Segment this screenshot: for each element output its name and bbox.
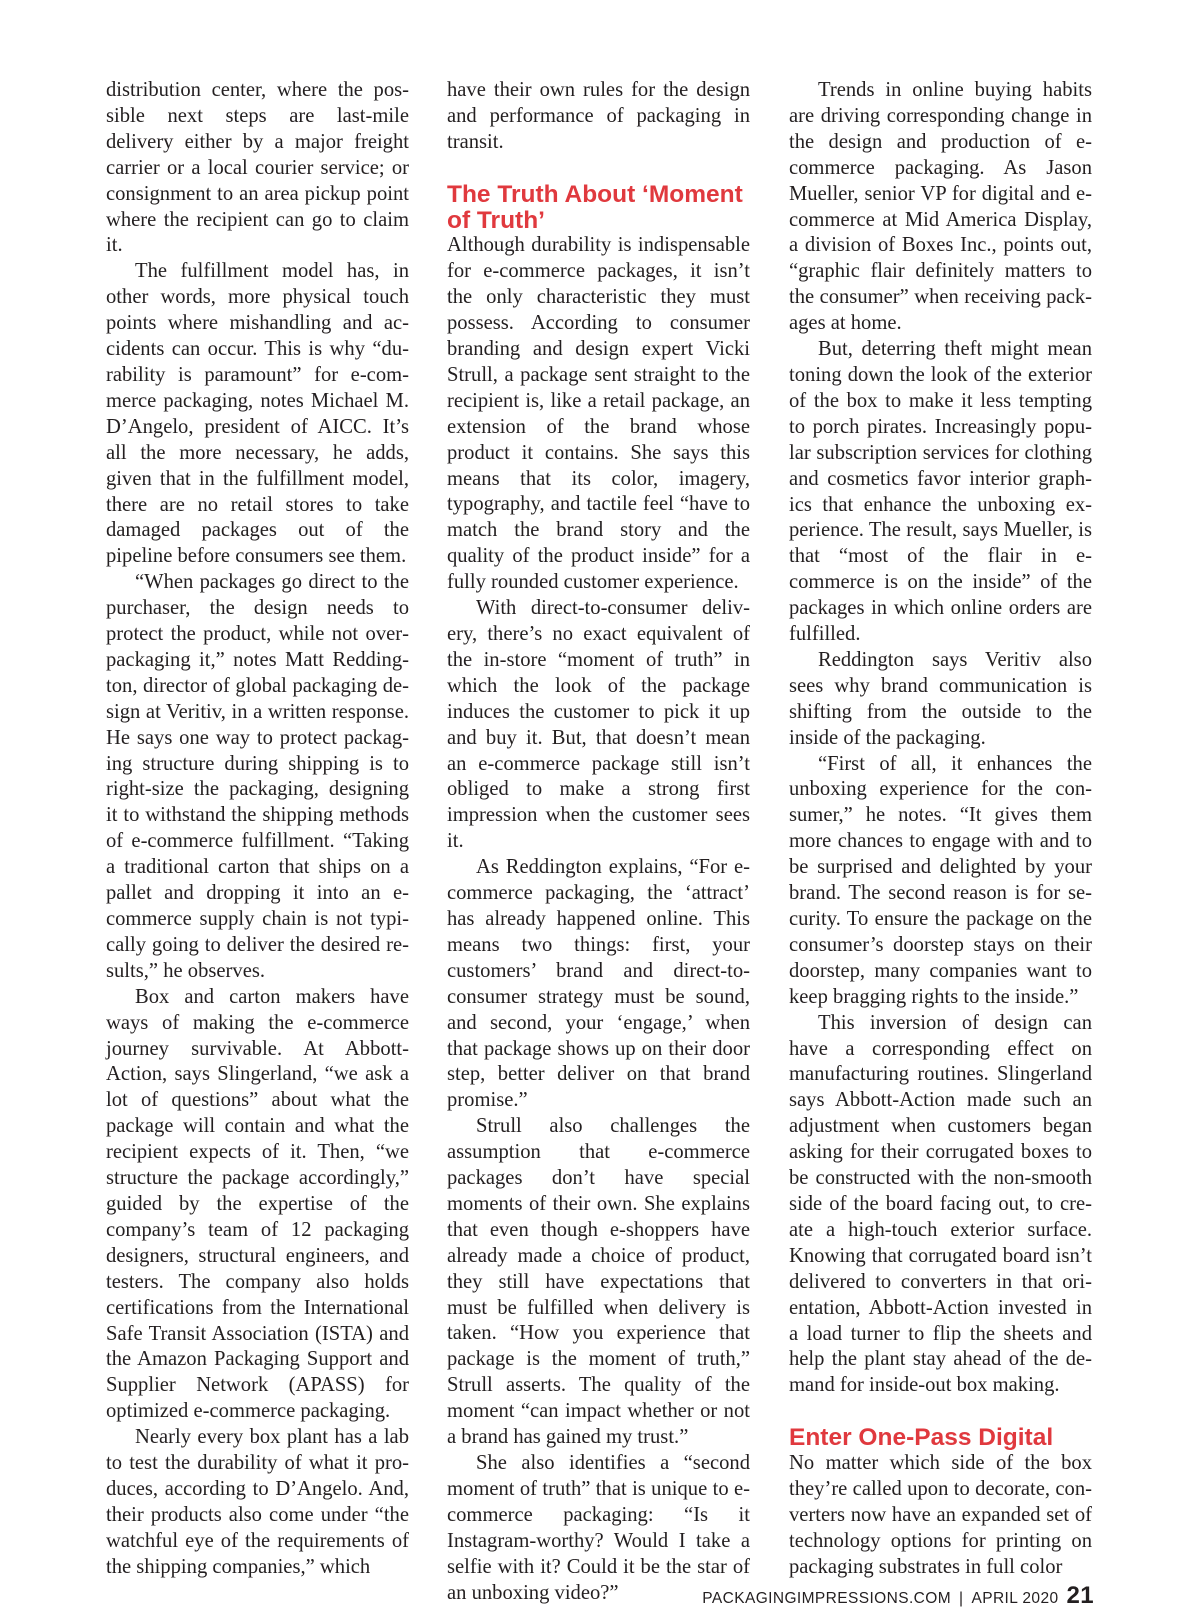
article-column-2	[447, 78, 750, 1606]
footer-separator: |	[959, 1590, 964, 1607]
page-number: 21	[1066, 1582, 1094, 1609]
paragraph: Strull also challenges the assumption that e-commerce packages don’t have special moments of their own. She explains that even though e-shoppers have already made a choice of product, they still have expectations that must be fulfilled when delivery is taken. “How you experience that package is the moment of truth,” Strull asserts. The quality of the moment “can impact whether or not a brand has gained my trust.”	[447, 1115, 750, 1449]
paragraph: No matter which side of the box they’re called upon to decorate, converters now have an expanded set of technology options for printing on packaging substrates in full color	[789, 1452, 1092, 1578]
paragraph: “First of all, it enhances the unboxing experience for the consumer,” he notes. “It gives them more chances to engage with and to be surprised and delighted by your brand. The second reason is for security. To ensure the package on the consumer’s doorstep stays on their doorstep, many companies want to keep bragging rights to the inside.”	[789, 752, 1092, 1008]
paragraph: have their own rules for the design and performance of packaging in transit.	[447, 79, 750, 153]
paragraph: distribution center, where the possible next steps are last-mile delivery either by a major freight carrier or a local courier service; or consignment to an area pickup point where the recipient can go to claim it.	[106, 79, 409, 257]
paragraph: “When packages go direct to the purchaser, the design needs to protect the product, while not overpackaging it,” notes Matt Reddington, director of global packaging design at Veritiv, in a written response. He says one way to protect packaging structure during shipping is to right-size the packaging, designing it to withstand the shipping methods of e-commerce fulfillment. “Taking a traditional carton that ships on a pallet and dropping it into an e-commerce supply chain is not typically going to deliver the desired results,” he observes.	[106, 571, 409, 982]
paragraph: Box and carton makers have ways of making the e-commerce journey survivable. At Abbott-Action, says Slingerland, “we ask a lot of questions” about what the package will contain and what the recipient expects of it. Then, “we structure the package accordingly,” guided by the expertise of the company’s team of 12 packaging designers, structural engineers, and testers. The company also holds certifications from the International Safe Transit Association (ISTA) and the Amazon Packaging Support and Supplier Network (APASS) for optimized e-commerce packaging.	[106, 985, 409, 1423]
paragraph: She also identifies a “second moment of truth” that is unique to e-commerce packaging: “Is it Instagram-worthy? Would I take a selfie with it? Could it be the star of an unboxing video?”	[447, 1452, 750, 1604]
paragraph: Trends in online buying habits are driving corresponding change in the design and production of e-commerce packaging. As Jason Mueller, senior VP for digital and e-commerce at Mid America Display, a division of Boxes Inc., points out, “graphic flair definitely matters to the consumer” when receiving packages at home.	[789, 79, 1092, 335]
paragraph: The fulfillment model has, in other words, more physical touch points where mishandling and accidents can occur. This is why “durability is paramount” for e-commerce packaging, notes Michael M. D’Angelo, president of AICC. It’s all the more necessary, he adds, given that in the fulfillment model, there are no retail stores to take damaged packages out of the pipeline before consumers see them.	[106, 260, 409, 568]
section-heading: The Truth About ‘Moment of Truth’	[447, 180, 743, 234]
paragraph: Reddington says Veritiv also sees why brand communication is shifting from the outside to the inside of the packaging.	[789, 648, 1092, 749]
paragraph: This inversion of design can have a corresponding effect on manufacturing routines. Slingerland says Abbott-Action made such an adjustment when customers began asking for their corrugated boxes to be constructed with the non-smooth side of the board facing out, to create a high-touch exterior surface. Knowing that corrugated board isn’t delivered to converters in that orientation, Abbott-Action invested in a load turner to flip the sheets and help the plant stay ahead of the demand for inside-out box making.	[789, 1011, 1092, 1397]
paragraph: Although durability is indispensable for e-commerce packages, it isn’t the only characteristic they must possess. According to consumer branding and design expert Vicki Strull, a package sent straight to the recipient is, like a retail package, an extension of the brand whose product it contains. She says this means that its color, imagery, typography, and tactile feel “have to match the brand story and the quality of the product inside” for a fully rounded customer experience.	[447, 234, 750, 594]
footer-issue: APRIL 2020	[971, 1590, 1059, 1607]
paragraph: Nearly every box plant has a lab to test the durability of what it produces, according to D’Angelo. And, their products also come under “the watchful eye of the requirements of the shipping companies,” which	[106, 1426, 409, 1578]
page-footer	[702, 1582, 1094, 1610]
paragraph: But, deterring theft might mean toning down the look of the exterior of the box to make it less tempting to porch pirates. Increasingly popular subscription services for clothing and cosmetics favor interior graphics that enhance the unboxing experience. The result, says Mueller, is that “most of the flair in e-commerce is on the inside” of the packages in which online orders are fulfilled.	[789, 338, 1092, 646]
article-column-3	[789, 78, 1092, 1581]
paragraph: As Reddington explains, “For e-commerce packaging, the ‘attract’ has already happened online. This means two things: first, your customers’ brand and direct-to-consumer strategy must be sound, and second, your ‘engage,’ when that package shows up on their door step, better deliver on that brand promise.”	[447, 856, 750, 1112]
section-heading: Enter One-Pass Digital	[789, 1424, 1054, 1452]
article-column-1	[106, 78, 409, 1581]
paragraph: With direct-to-consumer delivery, there’s no exact equivalent of the in-store “moment of truth” in which the look of the package induces the customer to pick it up and buy it. But, that doesn’t mean an e-commerce package still isn’t obliged to make a strong first impression when the customer sees it.	[447, 597, 750, 853]
footer-site: PACKAGINGIMPRESSIONS.COM	[702, 1590, 952, 1607]
